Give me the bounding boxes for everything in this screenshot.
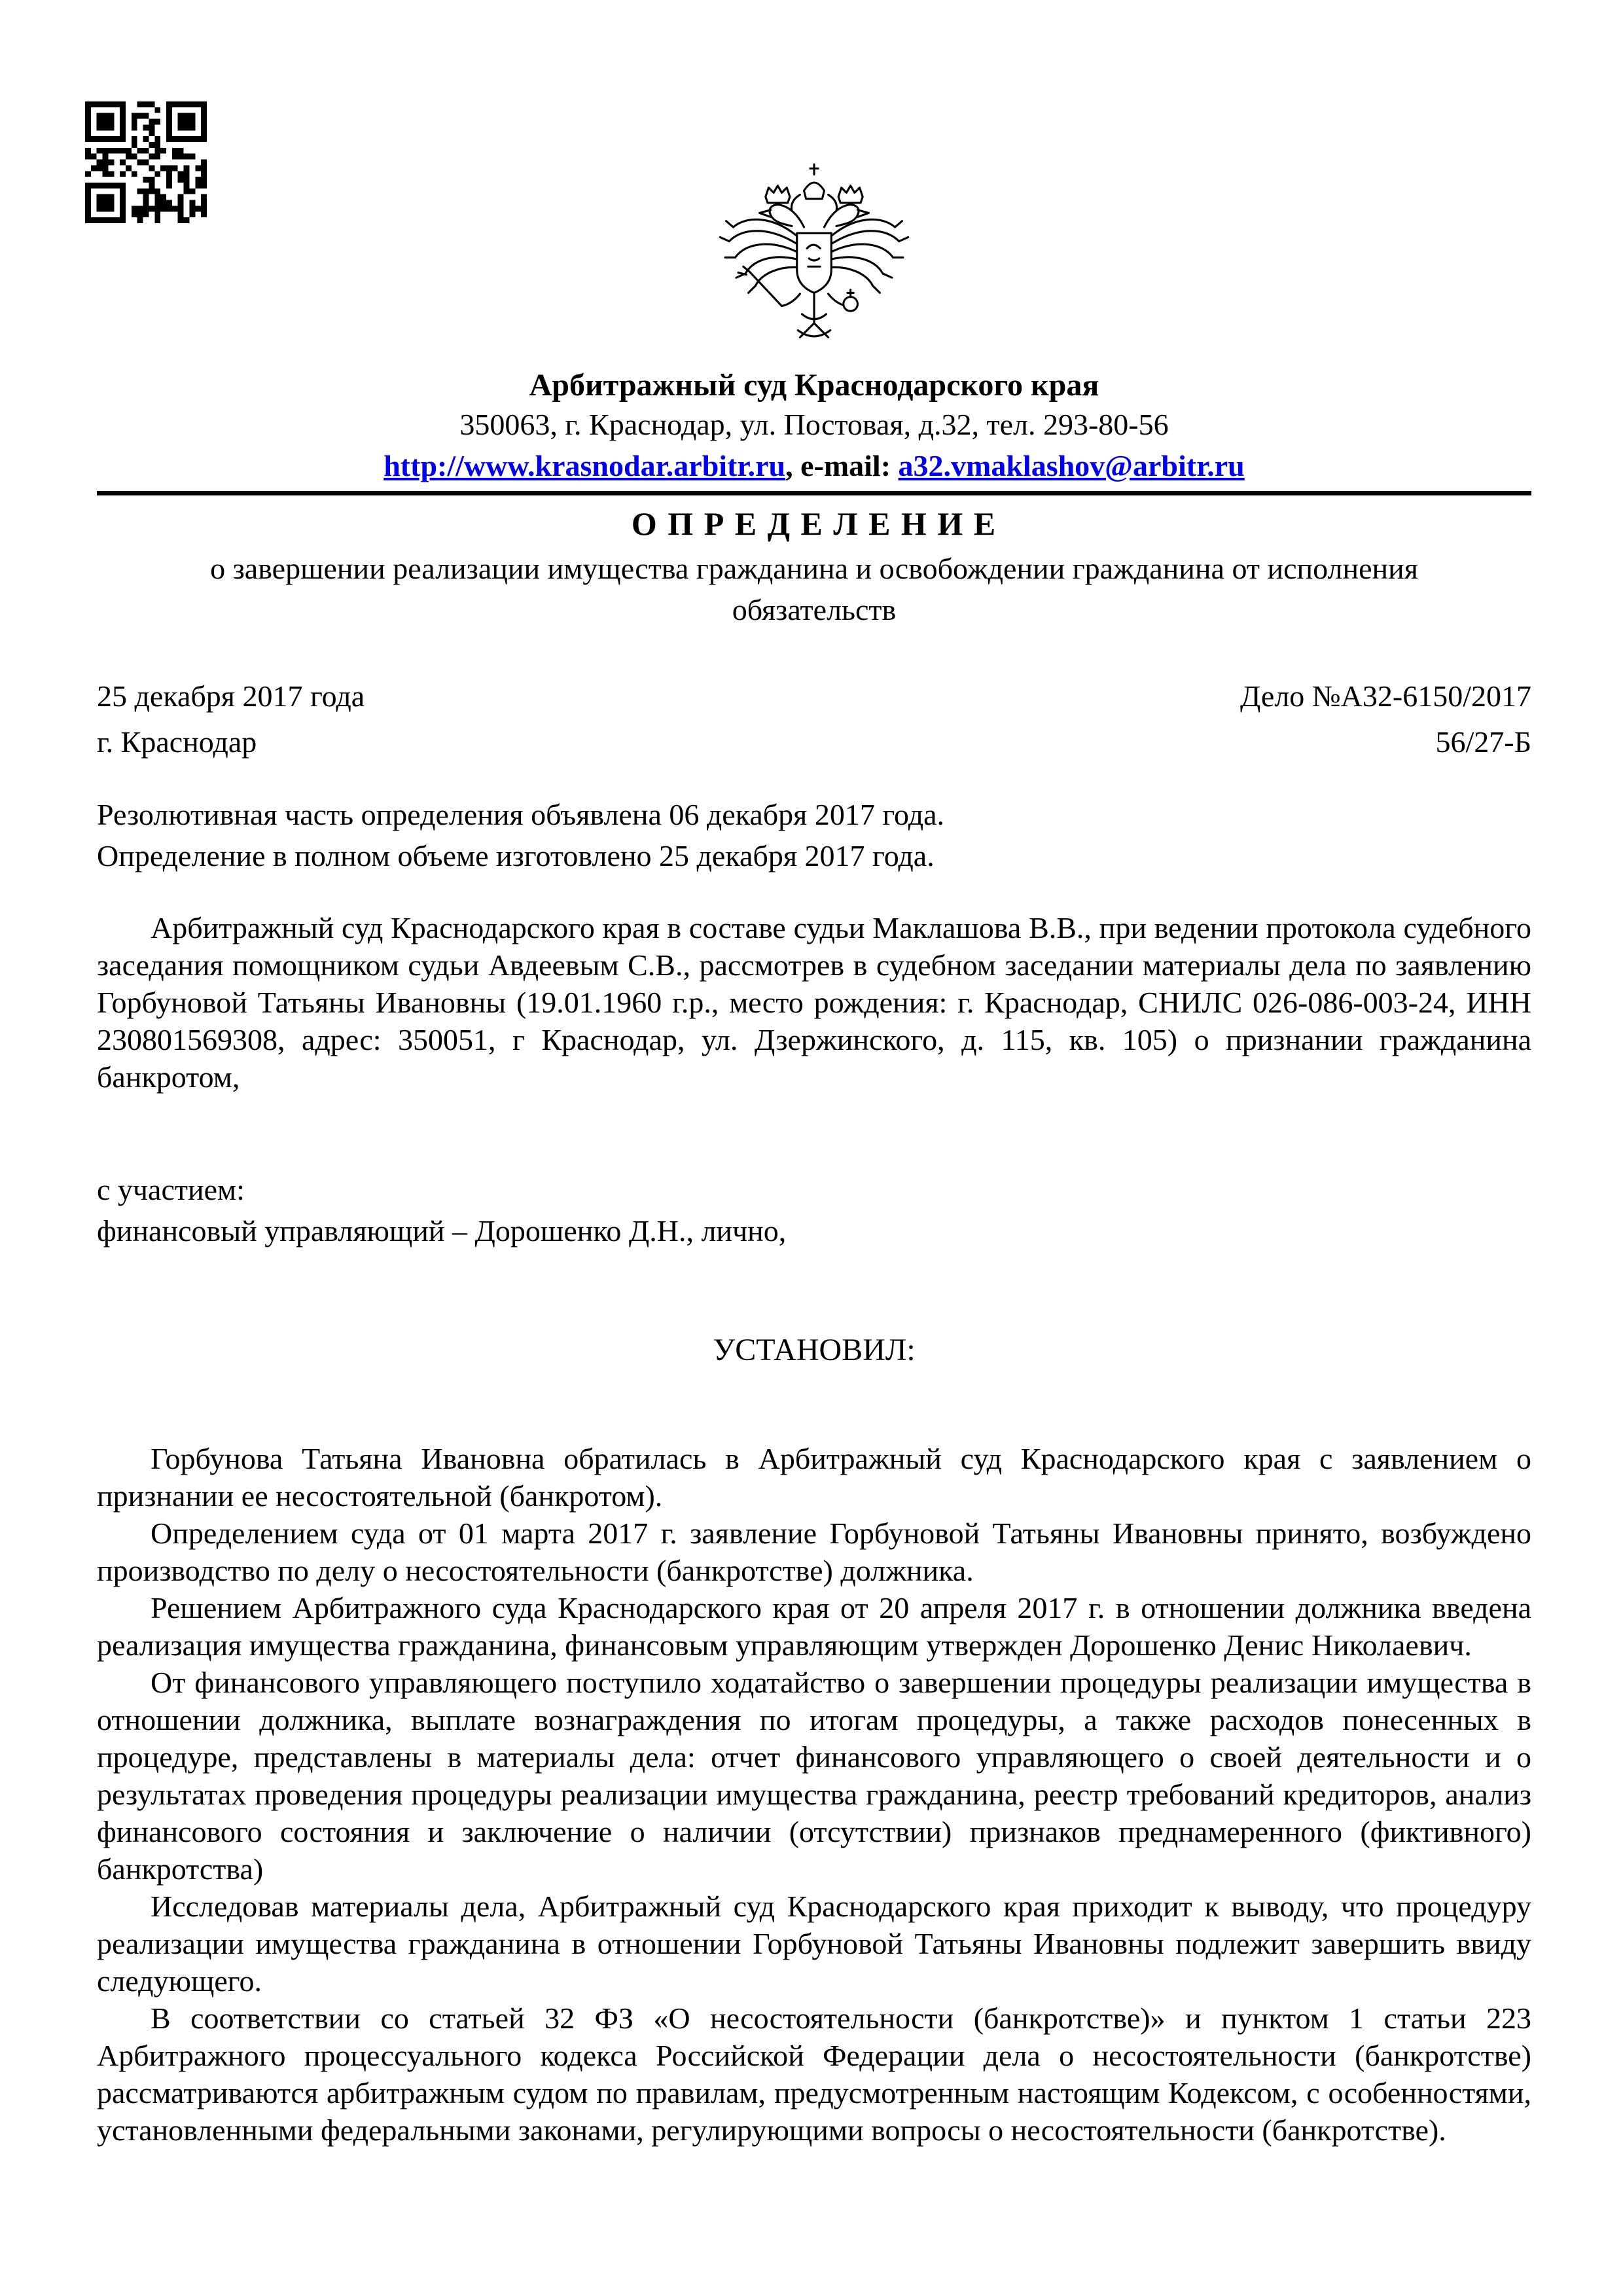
participants-label: с участием:	[97, 1173, 245, 1207]
resolution-block	[97, 794, 1531, 876]
participants-block	[97, 1169, 1531, 1251]
qr-code-image	[82, 101, 210, 223]
case-number: Дело №А32-6150/2017	[1240, 679, 1531, 713]
resolution-line: Определение в полном объеме изготовлено 25 декабря 2017 года.	[97, 839, 935, 873]
case-suffix: 56/27-Б	[1435, 725, 1531, 759]
resolution-line: Резолютивная часть определения объявлена 06 декабря 2017 года.	[97, 798, 945, 832]
decision-date: 25 декабря 2017 года	[97, 679, 365, 713]
participants-line: финансовый управляющий – Дорошенко Д.Н., лично,	[97, 1214, 787, 1248]
court-website-link[interactable]: http://www.krasnodar.arbitr.ru	[383, 449, 786, 483]
russia-coat-of-arms-icon	[703, 160, 925, 363]
body-paragraph: В соответствии со статьей 32 ФЗ «О несостоятельности (банкротстве)» и пунктом 1 статьи 223 Арбитражного процессуального кодекса Российской Федерации дела о несостоятельности (банкротстве) рассматриваются арбитражным судом по правилам, предусмотренным настоящим Кодексом, с особенностями, установленными федеральными законами, регулирующими вопросы о несостоятельности (банкротстве).	[97, 2001, 1531, 2147]
case-city: г. Краснодар	[97, 725, 257, 759]
intro-paragraph: Арбитражный суд Краснодарского края в составе судьи Маклашова В.В., при ведении протокола судебного заседания помощником судьи Авдеевым С.В., рассмотрев в судебном заседании материалы дела по заявлению Горбуновой Татьяны Ивановны (19.01.1960 г.р., место рождения: г. Краснодар, СНИЛС 026-086-003-24, ИНН 230801569308, адрес: 350051, г Краснодар, ул. Дзержинского, д. 115, кв. 105) о признании гражданина банкротом,	[97, 911, 1531, 1094]
case-info-block	[97, 673, 1531, 765]
body-paragraph: Исследовав материалы дела, Арбитражный суд Краснодарского края приходит к выводу, что процедуру реализации имущества гражданина в отношении Горбуновой Татьяны Ивановны подлежит завершить ввиду следующего.	[97, 1890, 1531, 1998]
document-subtitle: о завершении реализации имущества гражданина и освобождении гражданина от исполнения обязательств	[210, 552, 1418, 627]
body-paragraph: Определением суда от 01 марта 2017 г. заявление Горбуновой Татьяны Ивановны принято, возбуждено производство по делу о несостоятельности (банкротстве) должника.	[97, 1516, 1531, 1588]
header-divider	[97, 491, 1531, 495]
contacts-separator: ,	[785, 449, 801, 483]
body-paragraph: Решением Арбитражного суда Краснодарского края от 20 апреля 2017 г. в отношении должника введена реализация имущества гражданина, финансовым управляющим утвержден Дорошенко Денис Николаевич.	[97, 1591, 1531, 1662]
body-paragraph: Горбунова Татьяна Ивановна обратилась в Арбитражный суд Краснодарского края с заявлением о признании ее несостоятельной (банкротом).	[97, 1442, 1531, 1513]
court-contacts-line	[97, 445, 1531, 487]
body-paragraph: От финансового управляющего поступило ходатайство о завершении процедуры реализации имущества в отношении должника, выплате вознаграждения по итогам процедуры, а также расходов понесенных в процедуре, представлены в материалы дела: отчет финансового управляющего о своей деятельности и о результатах проведения процедуры реализации имущества гражданина, реестр требований кредиторов, анализ финансового состояния и заключение о наличии (отсутствии) признаков преднамеренного (фиктивного) банкротства)	[97, 1666, 1531, 1886]
email-label: e-mail:	[800, 449, 899, 483]
court-email-link[interactable]: a32.vmaklashov@arbitr.ru	[898, 449, 1245, 483]
court-name: Арбитражный суд Краснодарского края	[529, 368, 1099, 403]
established-heading: УСТАНОВИЛ:	[713, 1333, 916, 1368]
document-title: О П Р Е Д Е Л Е Н И Е	[631, 505, 997, 543]
court-address: 350063, г. Краснодар, ул. Постовая, д.32, тел. 293-80-56	[459, 408, 1169, 442]
